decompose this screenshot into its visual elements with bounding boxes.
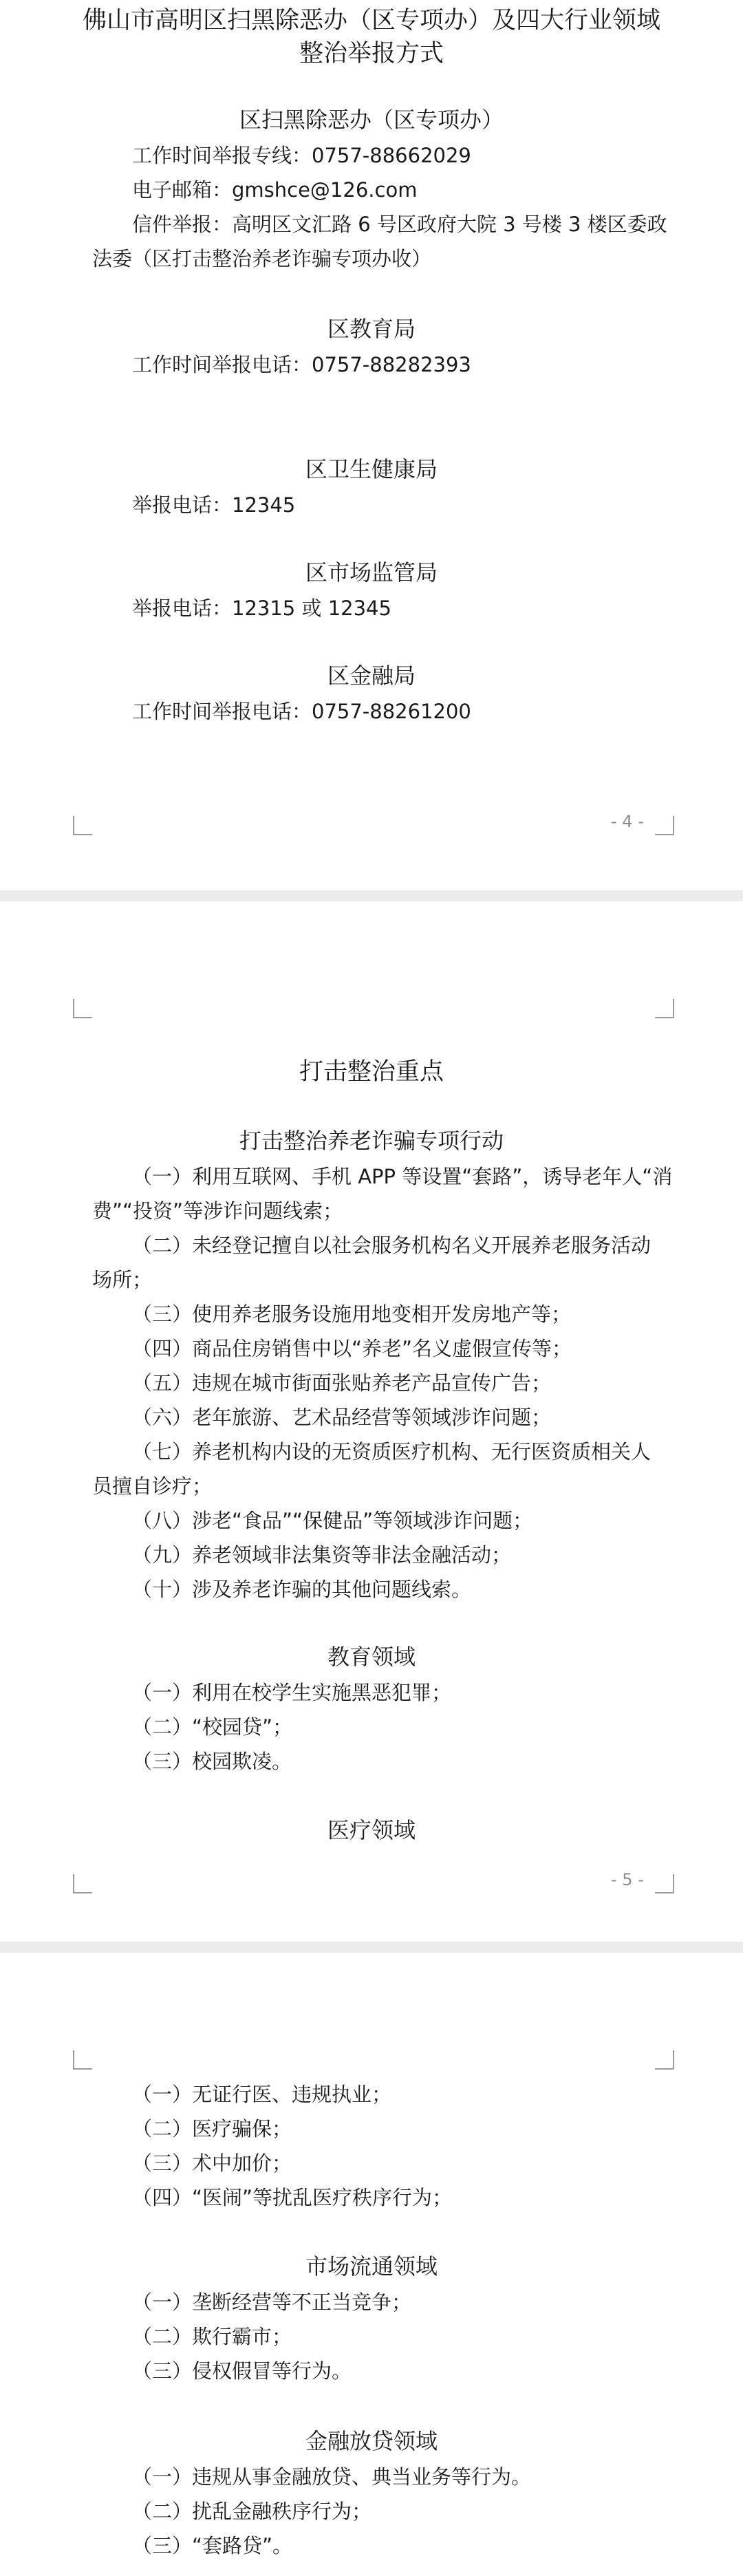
list-item: （四）商品住房销售中以“养老”名义虚假宣传等； bbox=[132, 1337, 572, 1360]
section-heading-medical: 医疗领域 bbox=[327, 1817, 416, 1843]
page-corner-mark bbox=[73, 816, 92, 835]
document-title-line-1: 佛山市高明区扫黑除恶办（区专项办）及四大行业领域 bbox=[82, 7, 660, 34]
list-item: （五）违规在城市街面张贴养老产品宣传广告； bbox=[132, 1371, 552, 1395]
list-item: 费”“投资”等涉诈问题线索； bbox=[92, 1199, 343, 1223]
list-item: （一）违规从事金融放贷、典当业务等行为。 bbox=[132, 2465, 532, 2489]
list-item: （一）利用互联网、手机 APP 等设置“套路”，诱导老年人“消 bbox=[132, 1165, 673, 1188]
list-item: （一）无证行医、违规执业； bbox=[132, 2083, 392, 2106]
list-item: （二）欺行霸市； bbox=[132, 2325, 292, 2348]
list-item: （三）使用养老服务设施用地变相开发房地产等； bbox=[132, 1302, 572, 1326]
section-heading-elderly-fraud: 打击整治养老诈骗专项行动 bbox=[239, 1128, 504, 1154]
section-heading-market: 市场流通领域 bbox=[305, 2253, 438, 2279]
list-item: （四）“医闹”等扰乱医疗秩序行为； bbox=[132, 2186, 453, 2209]
list-item: （十）涉及养老诈骗的其他问题线索。 bbox=[132, 1578, 472, 1601]
page-corner-mark bbox=[73, 1874, 92, 1893]
list-item: （三）术中加价； bbox=[132, 2151, 292, 2175]
list-item: （一）垄断经营等不正当竞争； bbox=[132, 2290, 412, 2314]
education-bureau-phone: 工作时间举报电话：0757-88282393 bbox=[132, 353, 471, 376]
email-text: 电子邮箱：gmshce@126.com bbox=[132, 178, 418, 202]
health-bureau-phone: 举报电话：12345 bbox=[132, 493, 296, 517]
list-item: 员擅自诊疗； bbox=[92, 1474, 213, 1498]
document-title-line-2: 整治举报方式 bbox=[299, 40, 444, 67]
list-item: （三）校园欺凌。 bbox=[132, 1750, 292, 1773]
page-corner-mark bbox=[655, 2050, 674, 2070]
list-item: （三）侵权假冒等行为。 bbox=[132, 2359, 352, 2383]
section-heading-education-bureau: 区教育局 bbox=[327, 316, 416, 342]
section-heading-health-bureau: 区卫生健康局 bbox=[305, 456, 438, 482]
document-page-6 bbox=[0, 1953, 743, 2576]
list-item: （一）利用在校学生实施黑恶犯罪； bbox=[132, 1681, 452, 1704]
section-heading-finance-bureau: 区金融局 bbox=[327, 663, 416, 689]
list-item: （八）涉老“食品”“保健品”等领域涉诈问题； bbox=[132, 1509, 533, 1532]
page-number: - 4 - bbox=[611, 812, 644, 831]
market-bureau-phone: 举报电话：12315 或 12345 bbox=[132, 597, 391, 620]
letter-report-text: 信件举报：高明区文汇路 6 号区政府大院 3 号楼 3 楼区委政 bbox=[132, 213, 667, 236]
page-corner-mark bbox=[73, 999, 92, 1018]
section-heading-market-bureau: 区市场监管局 bbox=[305, 559, 438, 586]
document-page-5 bbox=[0, 901, 743, 1942]
list-item: （六）老年旅游、艺术品经营等领域涉诈问题； bbox=[132, 1406, 552, 1429]
section-heading-anti-crime-office: 区扫黑除恶办（区专项办） bbox=[239, 107, 504, 133]
list-item: （二）“校园贷”； bbox=[132, 1715, 293, 1739]
list-item: （二）扰乱金融秩序行为； bbox=[132, 2500, 372, 2523]
section-title: 打击整治重点 bbox=[299, 1058, 444, 1086]
page-corner-mark bbox=[655, 1874, 674, 1893]
list-item: （九）养老领域非法集资等非法金融活动； bbox=[132, 1543, 512, 1567]
letter-report-text-cont: 法委（区打击整治养老诈骗专项办收） bbox=[92, 247, 432, 270]
page-corner-mark bbox=[655, 816, 674, 835]
list-item: （七）养老机构内设的无资质医疗机构、无行医资质相关人 bbox=[132, 1440, 652, 1463]
document-page-4 bbox=[0, 0, 743, 890]
page-number: - 5 - bbox=[611, 1870, 644, 1889]
list-item: （三）“套路贷”。 bbox=[132, 2534, 293, 2557]
page-corner-mark bbox=[73, 2050, 92, 2070]
section-heading-education: 教育领域 bbox=[327, 1644, 416, 1670]
hotline-text: 工作时间举报专线：0757-88662029 bbox=[132, 144, 471, 167]
page-corner-mark bbox=[655, 999, 674, 1018]
list-item: （二）未经登记擅自以社会服务机构名义开展养老服务活动 bbox=[132, 1234, 652, 1257]
finance-bureau-phone: 工作时间举报电话：0757-88261200 bbox=[132, 700, 471, 723]
section-heading-finance: 金融放贷领域 bbox=[305, 2428, 438, 2454]
list-item: 场所； bbox=[92, 1268, 153, 1291]
list-item: （二）医疗骗保； bbox=[132, 2117, 292, 2140]
